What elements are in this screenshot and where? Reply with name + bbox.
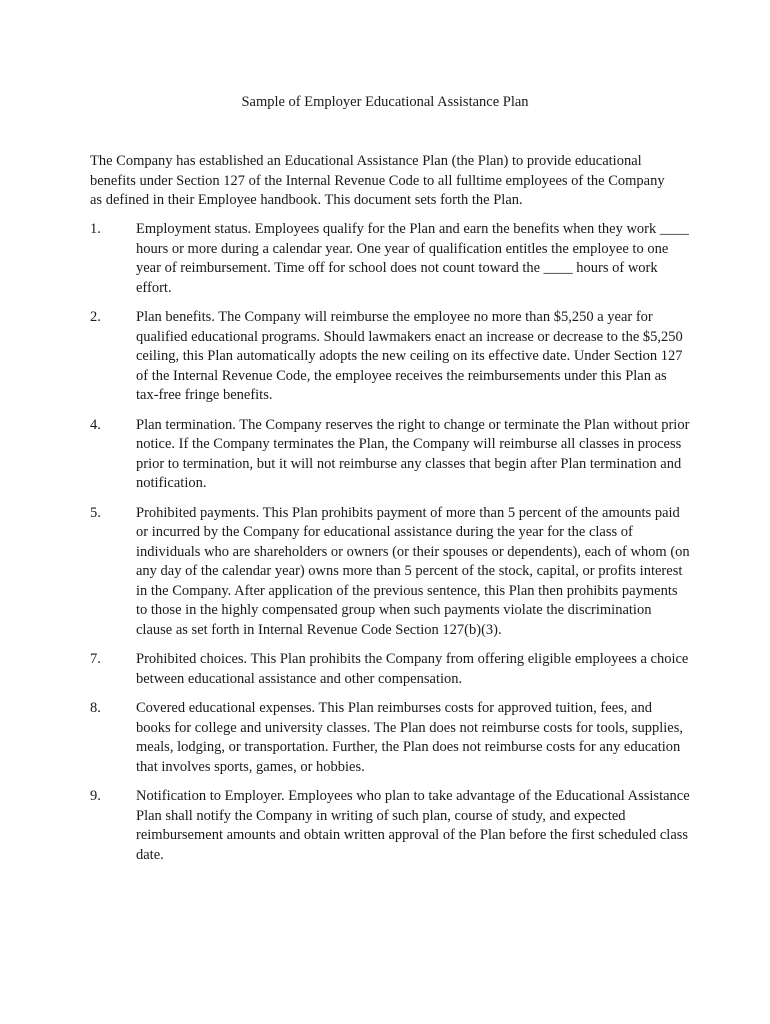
document-title: Sample of Employer Educational Assistance Plan <box>241 94 529 110</box>
list-item-number: 5. <box>90 504 101 521</box>
list-item <box>90 787 690 865</box>
list-item <box>90 220 690 298</box>
list-item-text: Prohibited choices. This Plan prohibits the Company from offering eligible employees a choice between educational assistance and other compensation. <box>136 651 689 687</box>
list-item-text: Employment status. Employees qualify for the Plan and earn the benefits when they work ____ hours or more during a calendar year. One year of qualification entitles the employee to one year of reimbursement. Time off for school does not count toward the ____ hours of work effort. <box>136 221 689 296</box>
list-item-number: 4. <box>90 416 101 433</box>
list-item-number: 2. <box>90 309 101 325</box>
list-item-number: 9. <box>90 788 101 804</box>
list-item <box>90 504 690 641</box>
list-item <box>90 308 690 406</box>
list-item-number: 7. <box>90 651 101 667</box>
list-item <box>90 416 690 494</box>
plan-provisions-list <box>90 220 690 875</box>
list-item <box>90 650 690 689</box>
list-item-text: Notification to Employer. Employees who plan to take advantage of the Educational Assistance Plan shall notify the Company in writing of such plan, course of study, and expected reimbursement amounts and obtain written approval of the Plan before the first scheduled class date. <box>136 788 690 863</box>
list-item-text: Plan benefits. The Company will reimburse the employee no more than $5,250 a year for qualified educational programs. Should lawmakers enact an increase or decrease to the $5,250 ceiling, this Plan automatically adopts the new ceiling on its effective date. Under Section 127 of the Internal Revenue Code, the employee receives the reimbursements under this Plan as tax-free fringe benefits. <box>136 309 683 403</box>
list-item-text: Plan termination. The Company reserves the right to change or terminate the Plan without prior notice. If the Company terminates the Plan, the Company will reimburse all classes in process prior to termination, but it will not reimburse any classes that begin after Plan termination and notification. <box>136 416 690 491</box>
list-item <box>90 699 690 777</box>
list-item-number: 8. <box>90 700 101 716</box>
intro-paragraph: The Company has established an Educational Assistance Plan (the Plan) to provide educational benefits under Section 127 of the Internal Revenue Code to all fulltime employees of the Company as defined in their Employee handbook. This document sets forth the Plan. <box>90 153 665 208</box>
list-item-text: Covered educational expenses. This Plan reimburses costs for approved tuition, fees, and books for college and university classes. The Plan does not reimburse costs for tools, supplies, meals, lodging, or transportation. Further, the Plan does not reimburse costs for any education that involves sports, games, or hobbies. <box>136 700 684 775</box>
list-item-text: Prohibited payments. This Plan prohibits payment of more than 5 percent of the amounts paid or incurred by the Company for educational assistance during the year for the class of individuals who are shareholders or owners (or their spouses or dependents), each of whom (on any day of the calendar year) owns more than 5 percent of the stock, capital, or profits interest in the Company. After application of the previous sentence, this Plan then prohibits payments to those in the highly compensated group when such payments violate the discrimination clause as set forth in Internal Revenue Code Section 127(b)(3). <box>136 504 690 638</box>
list-item-number: 1. <box>90 221 101 237</box>
